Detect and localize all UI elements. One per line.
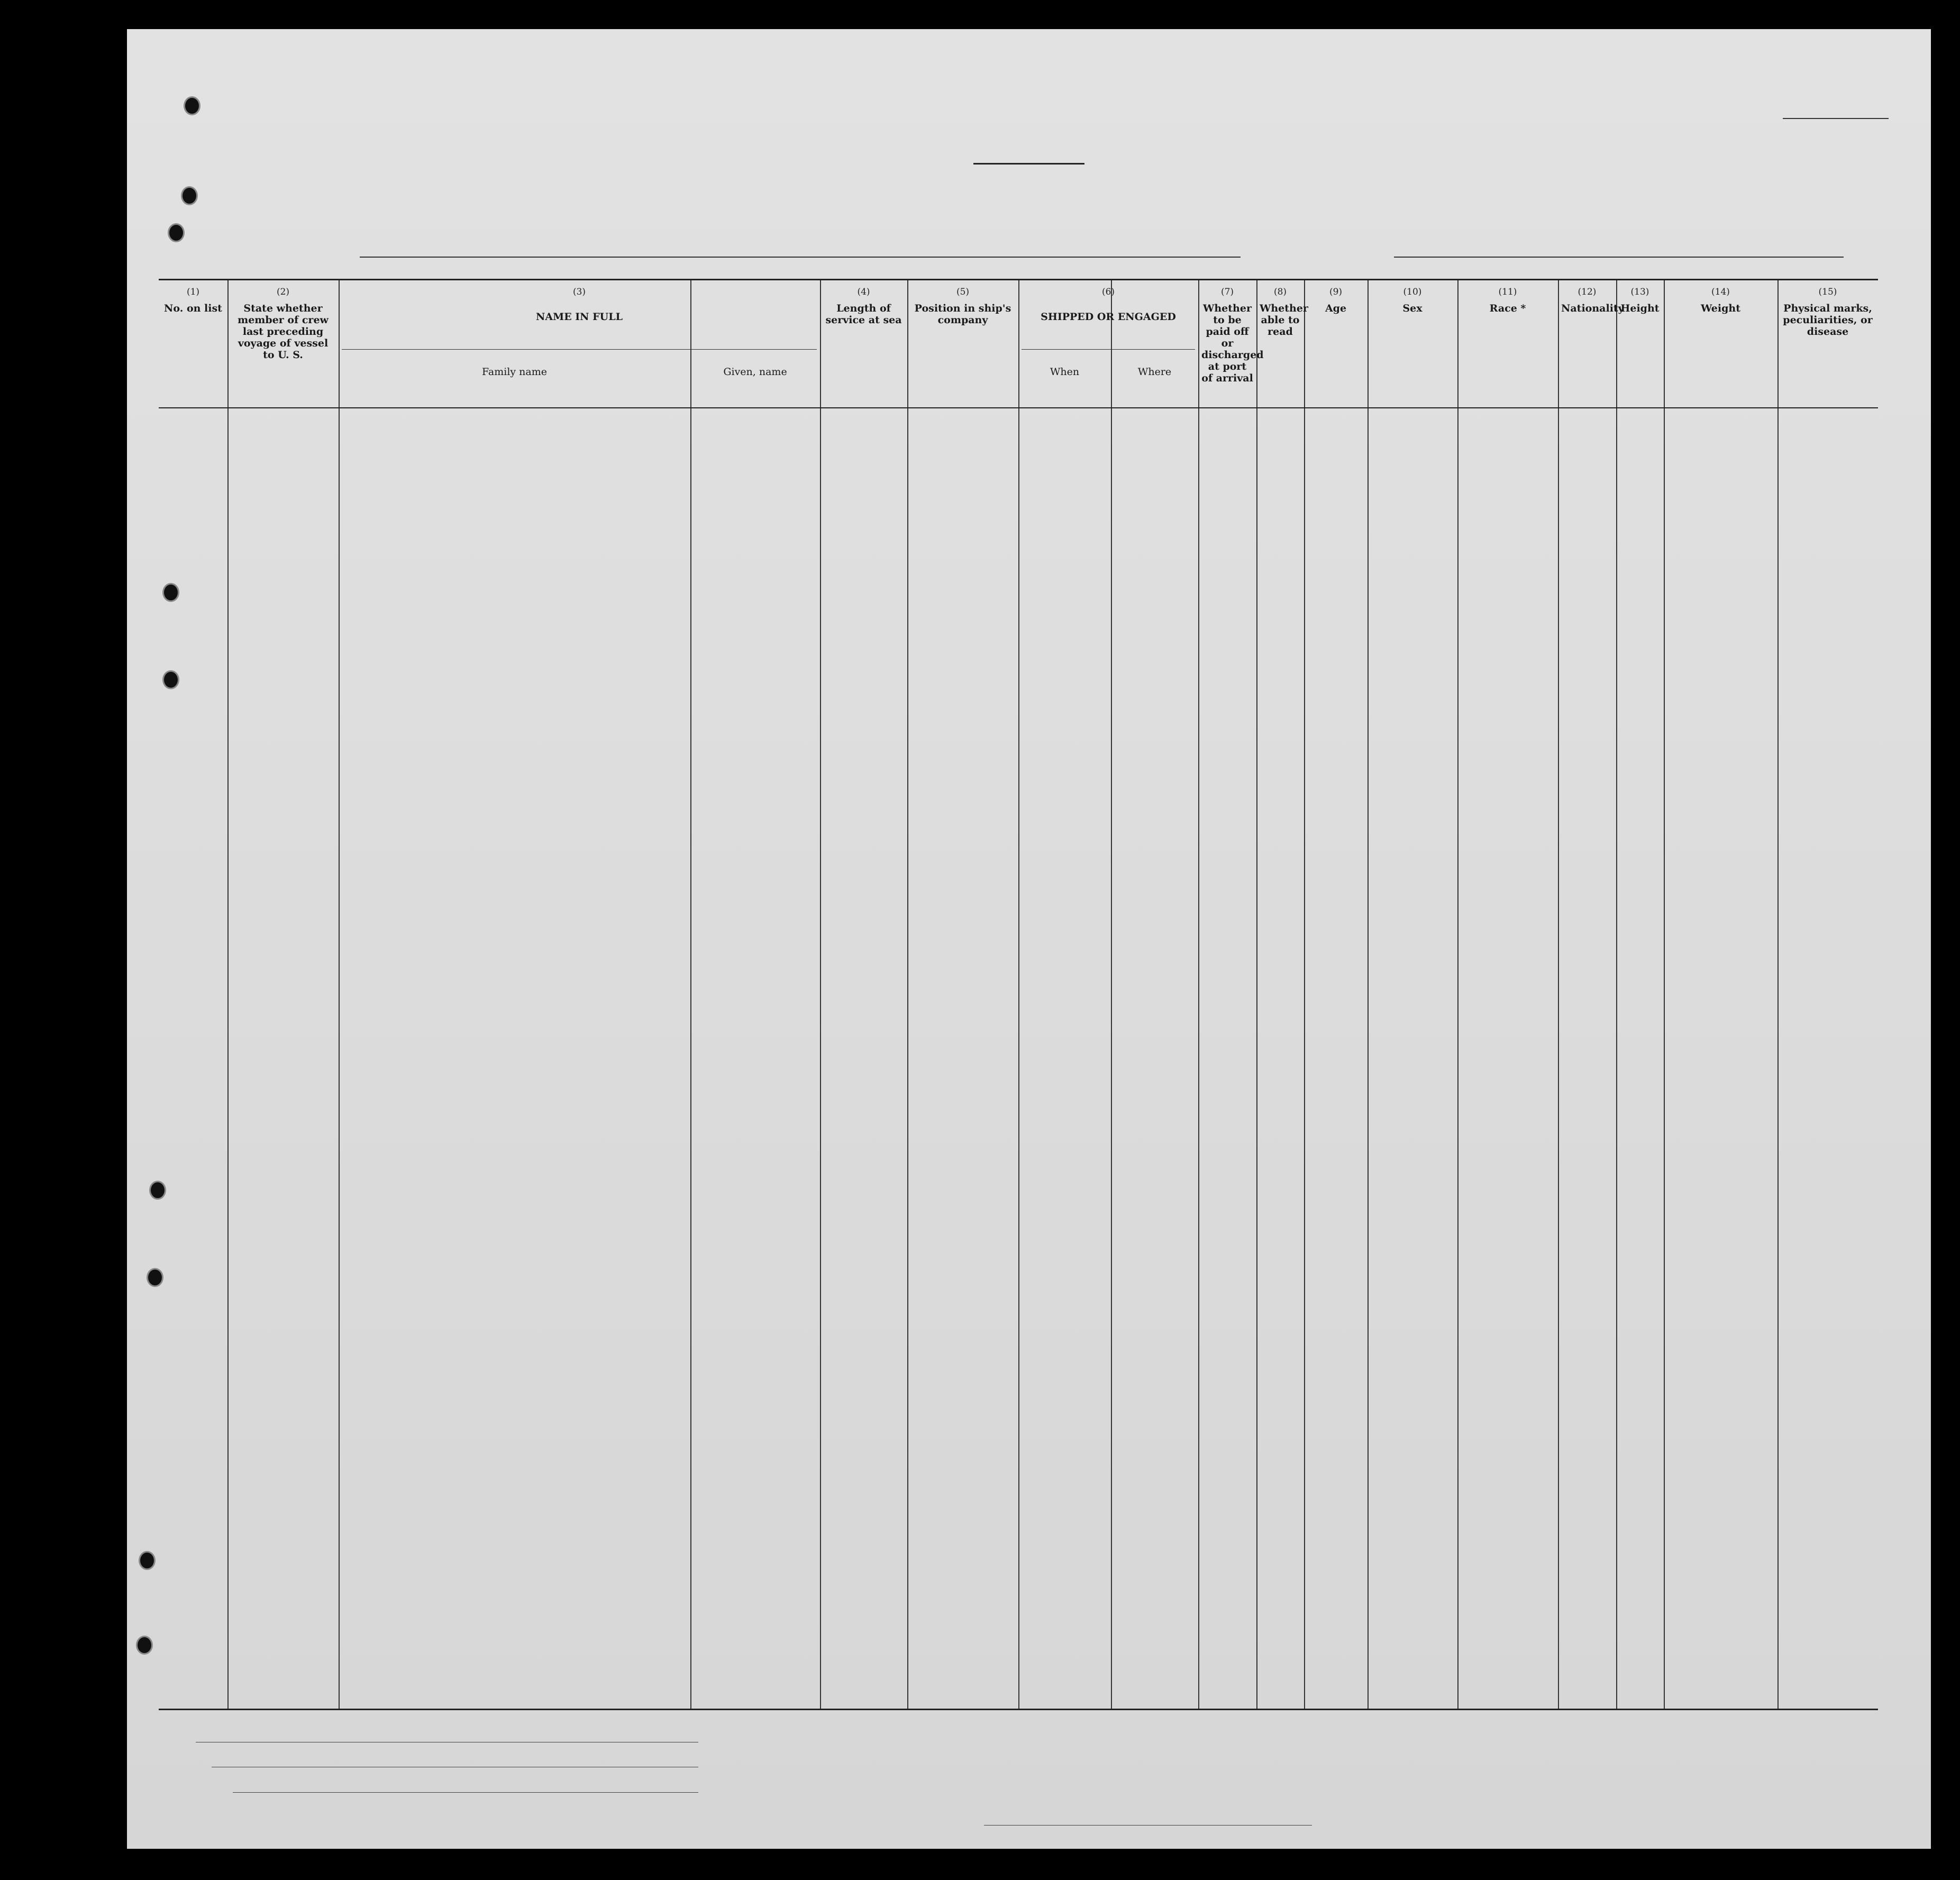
column-header: SHIPPED OR ENGAGED xyxy=(1041,311,1176,323)
column-header: Whether to be paid off or discharged at port of arrival xyxy=(1201,303,1264,384)
manifest-sheet xyxy=(127,29,1931,1849)
column-header: Sex xyxy=(1402,303,1423,314)
binder-hole xyxy=(140,1553,154,1568)
column-number: (13) xyxy=(1630,287,1649,297)
signature-line xyxy=(984,1825,1312,1826)
column-divider xyxy=(339,280,340,1709)
column-number: (5) xyxy=(956,287,970,297)
column-number: (12) xyxy=(1578,287,1597,297)
column-divider xyxy=(907,280,908,1709)
column-header: No. on list xyxy=(164,303,222,314)
column-number: (1) xyxy=(186,287,200,297)
column-number: (14) xyxy=(1711,287,1730,297)
column-header: Nationality xyxy=(1561,303,1624,314)
column-header: State whether member of crew last preceding voyage of vessel to U. S. xyxy=(238,303,329,361)
column-divider xyxy=(1368,280,1369,1709)
column-divider xyxy=(1664,280,1665,1709)
column-header: NAME IN FULL xyxy=(536,311,623,323)
title-rule xyxy=(973,163,1084,165)
subheader-divider xyxy=(342,349,817,350)
column-number: (4) xyxy=(857,287,870,297)
column-divider xyxy=(1616,280,1617,1709)
column-header: Age xyxy=(1325,303,1347,314)
binder-hole xyxy=(185,98,199,114)
column-divider xyxy=(1198,280,1199,1709)
column-header: Race * xyxy=(1489,303,1526,314)
column-divider xyxy=(1018,280,1019,1709)
column-divider xyxy=(227,280,229,1709)
column-number: (2) xyxy=(276,287,290,297)
column-number: (7) xyxy=(1220,287,1234,297)
column-divider xyxy=(1777,280,1779,1709)
column-divider xyxy=(1457,280,1458,1709)
arrival-underline xyxy=(775,257,1241,258)
column-subheader: Family name xyxy=(482,366,547,378)
subheader-column-divider xyxy=(1111,349,1112,407)
column-number: (15) xyxy=(1818,287,1837,297)
column-header: Height xyxy=(1620,303,1660,314)
port-underline xyxy=(1394,257,1844,258)
subheader-column-divider xyxy=(690,349,691,407)
column-header: Physical marks, peculiarities, or disease xyxy=(1783,303,1873,337)
column-header: Whether able to read xyxy=(1260,303,1308,337)
column-divider xyxy=(1256,280,1257,1709)
agents-underline xyxy=(233,1792,698,1793)
binder-hole xyxy=(138,1637,151,1653)
header-divider xyxy=(159,407,1878,408)
sheet-number-line xyxy=(1783,118,1889,119)
column-divider xyxy=(1558,280,1559,1709)
column-divider xyxy=(690,280,691,1709)
column-subheader: When xyxy=(1050,366,1080,378)
column-divider xyxy=(1304,280,1305,1709)
column-subheader: Where xyxy=(1137,366,1172,378)
subheader-divider xyxy=(1022,349,1195,350)
column-number: (10) xyxy=(1403,287,1422,297)
column-divider xyxy=(1111,280,1112,1709)
column-divider xyxy=(820,280,821,1709)
column-header: Weight xyxy=(1701,303,1740,314)
crew-table xyxy=(159,279,1878,1710)
binder-hole xyxy=(183,188,196,204)
column-number: (11) xyxy=(1498,287,1517,297)
column-header: Length of service at sea xyxy=(825,303,902,326)
column-number: (3) xyxy=(572,287,586,297)
column-header: Position in ship's company xyxy=(914,303,1011,326)
column-number: (8) xyxy=(1273,287,1287,297)
column-subheader: Given, name xyxy=(723,366,787,378)
column-number: (9) xyxy=(1329,287,1343,297)
column-number: (6) xyxy=(1101,287,1115,297)
